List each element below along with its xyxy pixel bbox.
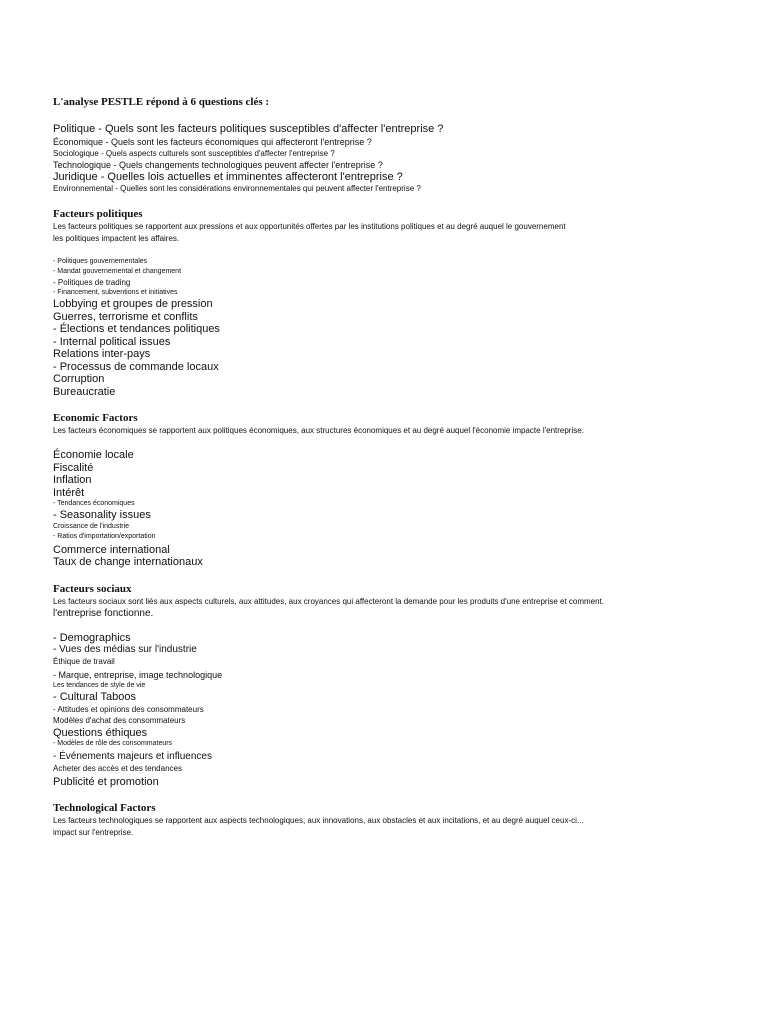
section-description [53, 815, 733, 839]
list-item: Publicité et promotion [53, 775, 159, 788]
question-economique: Économique - Quels sont les facteurs économiques qui affecteront l'entreprise ? [53, 136, 372, 147]
question-sociologique: Sociologique - Quels aspects culturels sont susceptibles d'affecter l'entreprise ? [53, 148, 335, 158]
section-social [53, 583, 733, 789]
list-item: Lobbying et groupes de pression [53, 298, 213, 310]
list-item: - Cultural Taboos [53, 691, 136, 703]
list-item: Questions éthiques [53, 726, 148, 739]
list-item: - Demographics [53, 631, 131, 644]
list-item: Économie locale [53, 449, 134, 461]
section-heading: Technological Factors [53, 802, 156, 814]
list-item: Commerce international [53, 543, 170, 556]
list-item: - Tendances économiques [53, 500, 135, 507]
list-item: - Mandat gouvernemental et changement [53, 268, 182, 275]
question-politique: Politique - Quels sont les facteurs politiques susceptibles d'affecter l'entreprise ? [53, 123, 444, 135]
list-item: Guerres, terrorisme et conflits [53, 310, 198, 323]
list-item: Corruption [53, 373, 105, 385]
list-item: Fiscalité [53, 461, 94, 474]
list-item: - Modèles de rôle des consommateurs [53, 739, 173, 747]
list-item: Éthique de travail [53, 657, 115, 666]
section-description [53, 221, 733, 245]
document-title: L'analyse PESTLE répond à 6 questions clés : [53, 96, 270, 108]
questions-list [53, 123, 733, 194]
list-item: - Politiques de trading [53, 278, 131, 287]
description-line: Les facteurs sociaux sont liés aux aspects culturels, aux attitudes, aux croyances qui affecteront la demande pour les produits d'une entreprise et comment. [53, 596, 605, 606]
list-item: - Financement, subventions et initiatives [53, 289, 178, 296]
list-item: - Ratios d'importation/exportation [53, 532, 156, 540]
list-item: Les tendances de style de vie [53, 682, 146, 689]
list-item: Relations inter-pays [53, 348, 151, 360]
list-item: - Événements majeurs et influences [53, 750, 212, 762]
factor-list [53, 632, 733, 789]
section-economic [53, 412, 733, 569]
list-item: - Vues des médias sur l'industrie [53, 644, 197, 655]
factor-list [53, 449, 733, 569]
section-political [53, 208, 733, 398]
document-body [53, 94, 733, 839]
list-item: - Seasonality issues [53, 509, 151, 521]
section-heading: Facteurs politiques [53, 208, 143, 220]
description-line: les politiques impactent les affaires. [53, 234, 180, 243]
list-item: Taux de change internationaux [53, 556, 203, 568]
list-item: Intérêt [53, 486, 85, 499]
description-line: l'entreprise fonctionne. [53, 607, 154, 619]
section-description [53, 596, 733, 620]
description-line: Les facteurs économiques se rapportent aux politiques économiques, aux structures économiques et au degré auquel l'économie impacte l'entreprise. [53, 426, 584, 435]
list-item: Croissance de l'industrie [53, 522, 130, 530]
section-description [53, 425, 733, 437]
list-item: - Processus de commande locaux [53, 360, 219, 373]
list-item: Modèles d'achat des consommateurs [53, 715, 186, 725]
description-line: impact sur l'entreprise. [53, 828, 134, 837]
section-technological [53, 802, 733, 839]
list-item: - Élections et tendances politiques [53, 323, 220, 335]
description-line: Les facteurs technologiques se rapportent aux aspects technologiques, aux innovations, aux obstacles et aux incitations, et au degré auquel ceux-ci... [53, 816, 584, 825]
list-item: Bureaucratie [53, 385, 116, 398]
section-heading: Facteurs sociaux [53, 582, 132, 595]
factor-list [53, 257, 733, 398]
list-item: - Marque, entreprise, image technologique [53, 670, 223, 680]
question-juridique: Juridique - Quelles lois actuelles et imminentes affecteront l'entreprise ? [53, 170, 403, 183]
question-environnemental: Environnemental - Quelles sont les considérations environnementales qui peuvent affecter l'entreprise ? [53, 184, 421, 193]
list-item: - Internal political issues [53, 335, 171, 348]
list-item: Inflation [53, 474, 92, 486]
list-item: - Politiques gouvernementales [53, 258, 148, 265]
list-item: Acheter des accès et des tendances [53, 763, 182, 773]
section-heading: Economic Factors [53, 412, 138, 424]
question-technologique: Technologique - Quels changements technologiques peuvent affecter l'entreprise ? [53, 159, 383, 170]
list-item: - Attitudes et opinions des consommateurs [53, 704, 204, 714]
description-line: Les facteurs politiques se rapportent aux pressions et aux opportunités offertes par les institutions politiques et au degré auquel le gouvernement [53, 222, 566, 231]
